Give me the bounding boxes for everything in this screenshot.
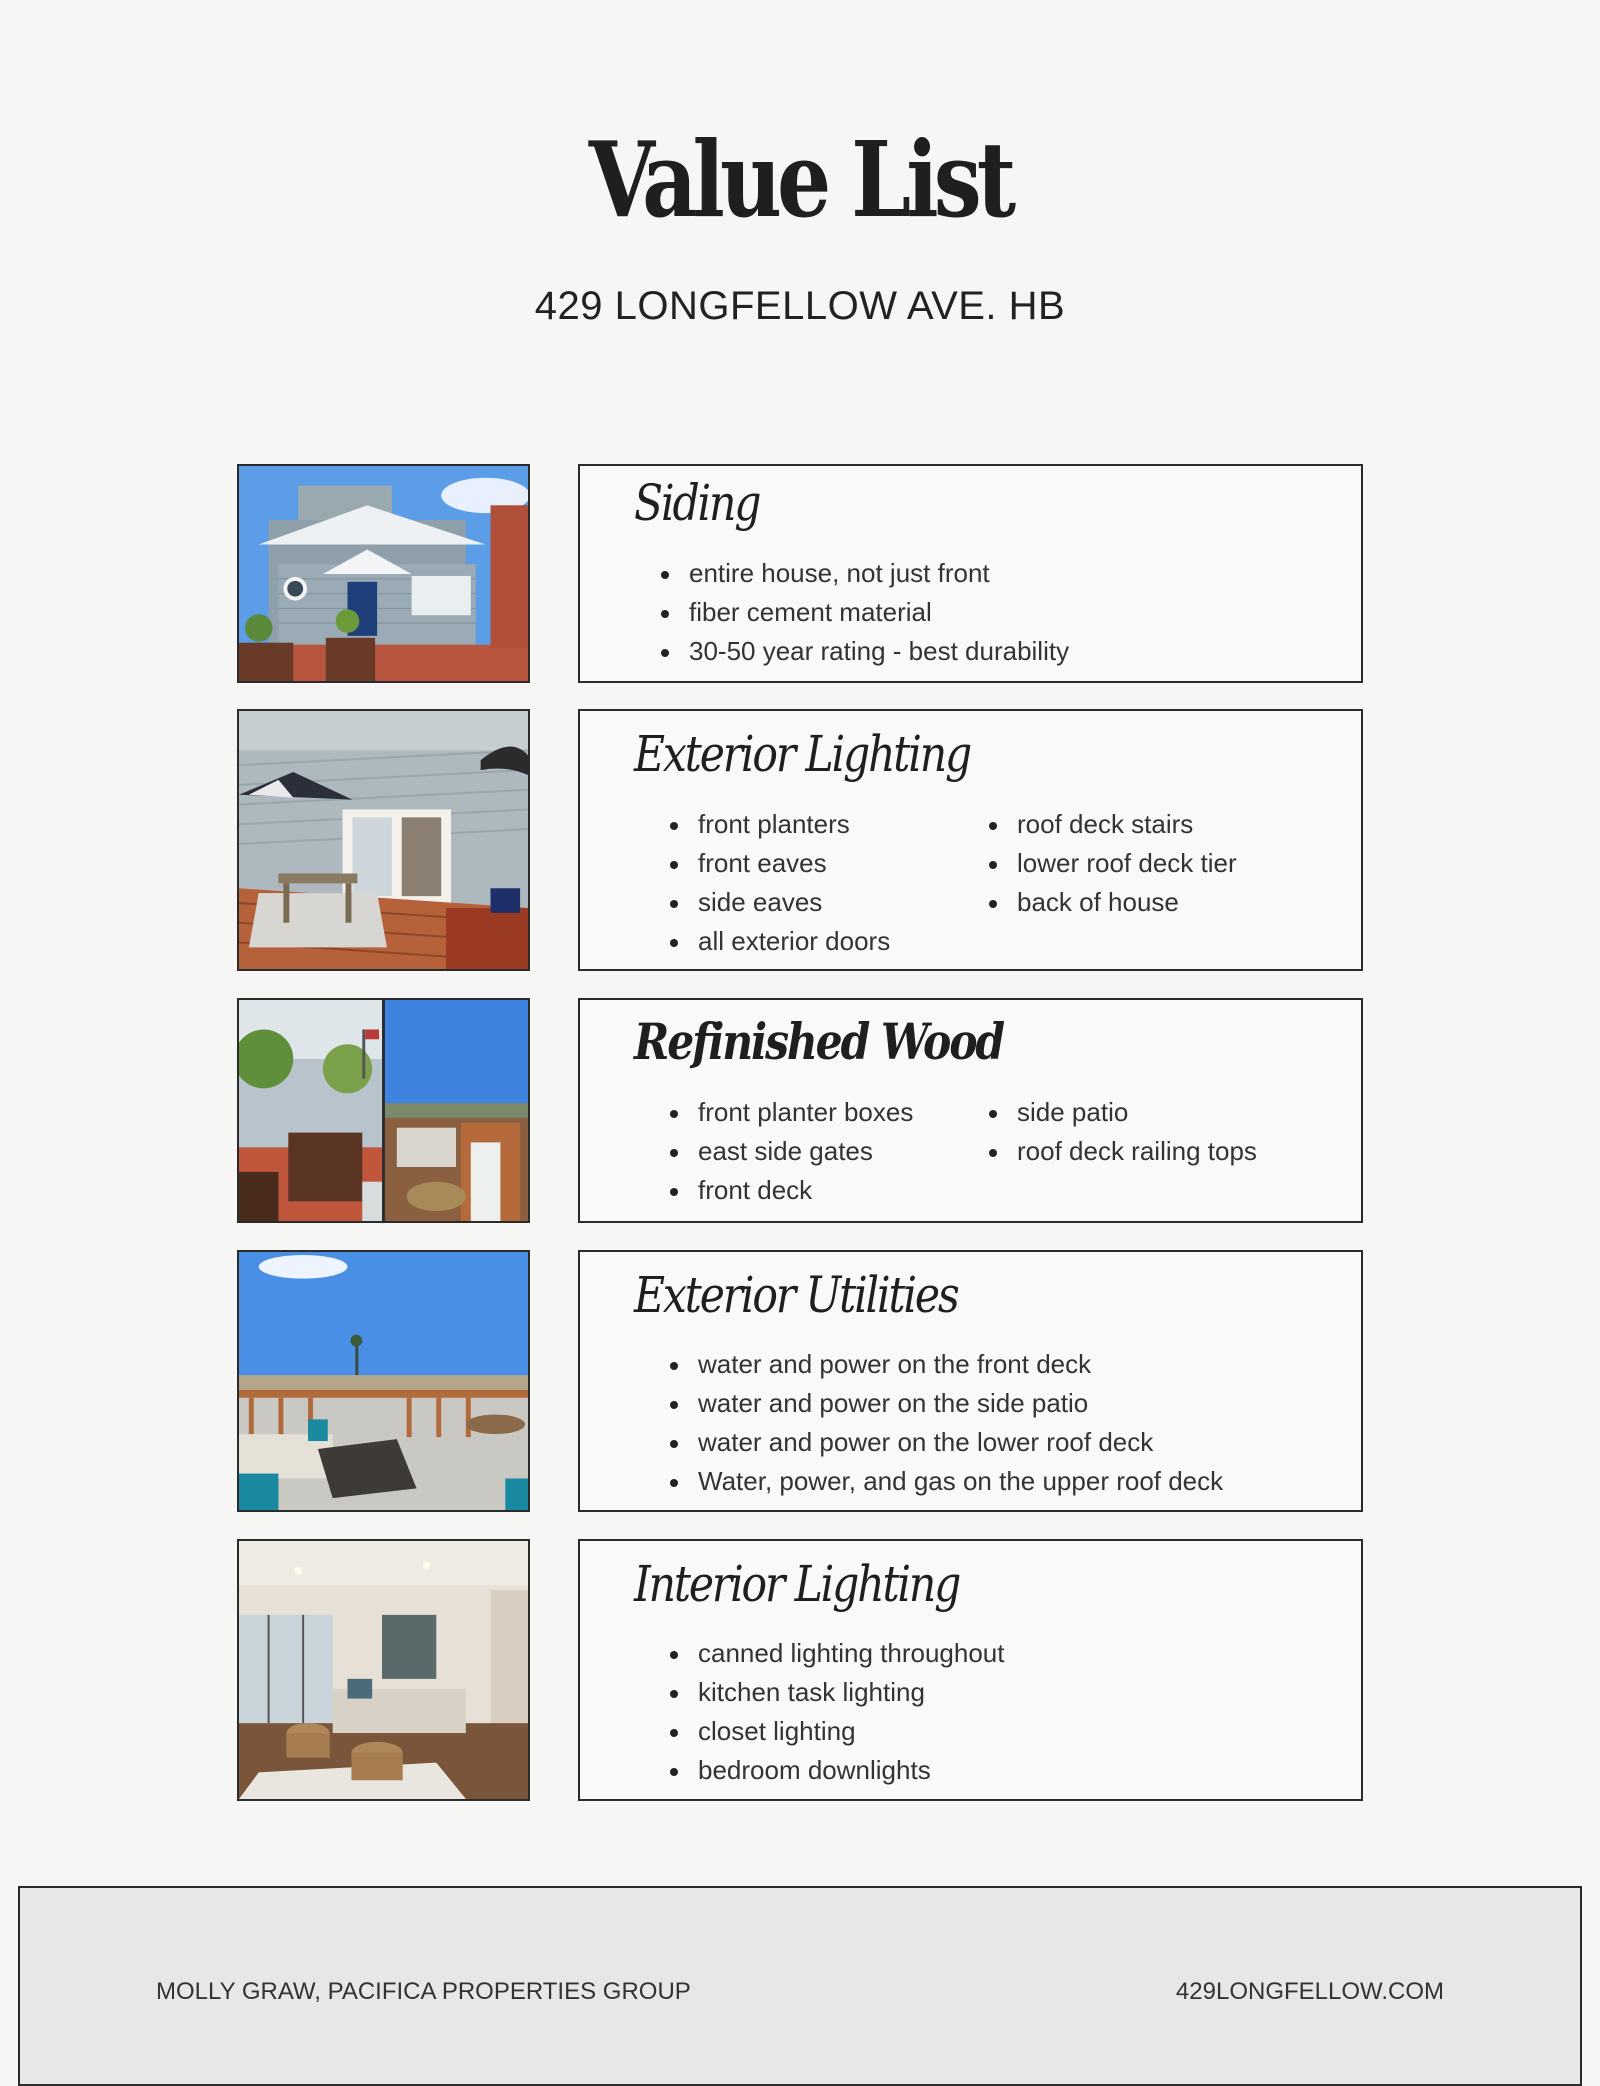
list-item: front deck bbox=[664, 1171, 913, 1210]
agent-name: MOLLY GRAW, PACIFICA PROPERTIES GROUP bbox=[156, 1978, 691, 2005]
property-address: 429 LONGFELLOW AVE. HB bbox=[534, 284, 1066, 328]
page-title: Value List bbox=[588, 118, 1012, 241]
list-item: 30-50 year rating - best durability bbox=[655, 632, 1069, 671]
list-item: all exterior doors bbox=[664, 922, 890, 961]
list-item: entire house, not just front bbox=[655, 554, 1069, 593]
section-heading: Exterior Lighting bbox=[634, 725, 971, 783]
list-item: roof deck stairs bbox=[983, 805, 1237, 844]
section-heading: Siding bbox=[634, 474, 760, 532]
interior-lighting-card bbox=[578, 1539, 1363, 1801]
list-item: kitchen task lighting bbox=[664, 1673, 1004, 1712]
list-item: water and power on the front deck bbox=[664, 1345, 1223, 1384]
list-item: water and power on the side patio bbox=[664, 1384, 1223, 1423]
list-item: canned lighting throughout bbox=[664, 1634, 1004, 1673]
exterior-lighting-list-left bbox=[664, 805, 890, 961]
exterior-utilities-card bbox=[578, 1250, 1363, 1512]
list-item: side eaves bbox=[664, 883, 890, 922]
refinished-wood-list-right bbox=[983, 1093, 1257, 1171]
interior-lighting-list bbox=[664, 1634, 1004, 1790]
page-footer bbox=[18, 1886, 1582, 2086]
section-siding bbox=[237, 464, 1363, 683]
list-item: side patio bbox=[983, 1093, 1257, 1132]
list-item: closet lighting bbox=[664, 1712, 1004, 1751]
website-link[interactable]: 429LONGFELLOW.COM bbox=[1175, 1978, 1444, 2005]
list-item: Water, power, and gas on the upper roof deck bbox=[664, 1462, 1223, 1501]
exterior-utilities-list bbox=[664, 1345, 1223, 1501]
list-item: front planters bbox=[664, 805, 890, 844]
section-refinished-wood bbox=[237, 998, 1363, 1223]
list-item: roof deck railing tops bbox=[983, 1132, 1257, 1171]
exterior-lighting-list-right bbox=[983, 805, 1237, 922]
list-item: water and power on the lower roof deck bbox=[664, 1423, 1223, 1462]
siding-list bbox=[655, 554, 1069, 671]
list-item: bedroom downlights bbox=[664, 1751, 1004, 1790]
list-item: fiber cement material bbox=[655, 593, 1069, 632]
siding-card bbox=[578, 464, 1363, 683]
list-item: front planter boxes bbox=[664, 1093, 913, 1132]
side-patio-photo bbox=[237, 709, 530, 971]
section-exterior-lighting bbox=[237, 709, 1363, 971]
refinished-wood-list-left bbox=[664, 1093, 913, 1210]
living-room-photo bbox=[237, 1539, 530, 1801]
section-heading: Refinished Wood bbox=[634, 1012, 1004, 1071]
planter-and-deck-photos bbox=[237, 998, 530, 1223]
house-front-photo bbox=[237, 464, 530, 683]
roof-deck-photo bbox=[237, 1250, 530, 1512]
list-item: front eaves bbox=[664, 844, 890, 883]
section-interior-lighting bbox=[237, 1539, 1363, 1801]
list-item: east side gates bbox=[664, 1132, 913, 1171]
list-item: lower roof deck tier bbox=[983, 844, 1237, 883]
section-exterior-utilities bbox=[237, 1250, 1363, 1512]
section-heading: Exterior Utilities bbox=[634, 1266, 958, 1324]
section-heading: Interior Lighting bbox=[634, 1555, 960, 1613]
exterior-lighting-card bbox=[578, 709, 1363, 971]
refinished-wood-card bbox=[578, 998, 1363, 1223]
list-item: back of house bbox=[983, 883, 1237, 922]
